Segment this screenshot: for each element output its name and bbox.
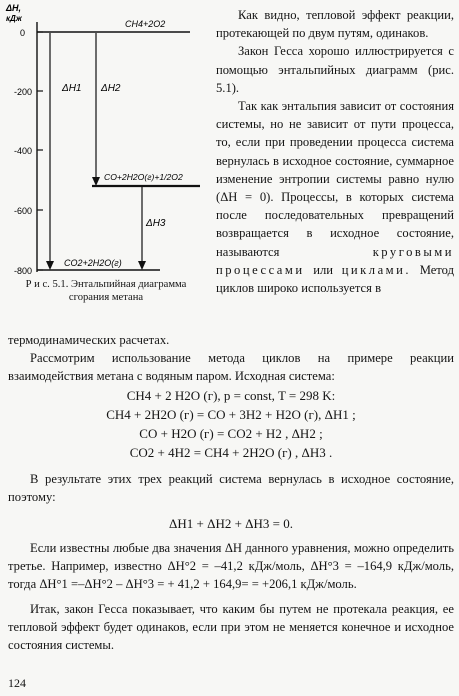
equation-1: CH4 + 2H2O (г) = CO + 3H2 + H2O (г), ΔH1 ; <box>106 406 356 422</box>
continuation-line: термодинамических расчетах. <box>8 333 170 347</box>
tick-600: -600 <box>13 206 32 216</box>
paragraph-5: В результате этих трех реакций система вернулась в исходное состояние, поэтому: <box>8 471 454 504</box>
caption-line1: Р и с. 5.1. Энтальпийная диаграмма <box>25 279 187 290</box>
y-axis-ticks <box>37 32 43 270</box>
equation-3: CO2 + 4H2 = CH4 + 2H2O (г) , ΔH3 . <box>129 444 333 460</box>
right-text-column <box>216 6 454 297</box>
term-circular-processes: круговыми процессами <box>216 244 454 277</box>
paragraph-1: Как видно, тепловой эффект реакции, протекающей по двум путям, одинаков. <box>216 8 454 41</box>
arrow-h3-head <box>138 261 146 270</box>
equation-2: CO + H2O (г) = CO2 + H2 , ΔH2 ; <box>139 425 323 441</box>
body-text <box>8 331 454 654</box>
figure-caption <box>6 278 206 304</box>
paragraph-7: Итак, закон Гесса показывает, что каким бы путем не протекала реакция, ее тепловой эффект будет одинаков, если при этом не меняется конечное и исходное состояния системы. <box>8 601 454 653</box>
y-axis-unit: кДж <box>6 14 22 23</box>
equation-initial-system: CH4 + 2 H2O (г), p = const, T = 298 K: <box>126 387 336 403</box>
arrow-h2-label: ΔH2 <box>101 83 121 94</box>
caption-line2: сгорания метана <box>68 292 144 303</box>
enthalpy-diagram <box>0 0 212 280</box>
tick-800: -800 <box>13 266 32 276</box>
paragraph-6: Если известны любые два значения ΔH данного уравнения, можно определить третье. Например, известно ΔH°2 = –41,2 кДж/моль, ΔH°3 = –164,9 кДж/моль, тогда ΔH°1 =–ΔH°2 – ΔH°3 = + 41,2 + 164,9= = +206,1 кДж/моль. <box>8 541 454 592</box>
tick-400: -400 <box>13 146 32 156</box>
paragraph-4: Рассмотрим использование метода циклов на примере реакции взаимодействия метана с водяным паром. Исходная система: <box>8 351 454 384</box>
arrow-h1-label: ΔH1 <box>62 83 82 94</box>
paragraph-3 <box>216 97 454 297</box>
word-or: или <box>313 262 334 277</box>
level-bottom-label: CO2+2H2O(г) <box>64 258 122 268</box>
arrow-h1-head <box>46 261 54 270</box>
level-mid-label: CO+2H2O(г)+1/2O2 <box>104 172 183 182</box>
term-cycles: циклами. <box>341 262 412 277</box>
arrow-h3-label: ΔH3 <box>146 218 166 229</box>
tick-0: 0 <box>19 28 25 38</box>
page-number: 124 <box>8 676 26 690</box>
paragraph-3-text: Так как энтальпия зависит от состояния системы, но не зависит от пути процесса, то, если при проведении процесса система вернулась в исходное состояние, суммарное изменение энтропии системы равно нулю (ΔH = 0). Процессы, в которых система после последовательных превращений возвращается в исходное состояние, называются <box>216 99 454 259</box>
paragraph-3-end: Метод циклов широко используется в <box>216 262 454 296</box>
arrow-h2-head <box>92 177 100 186</box>
paragraph-2: Закон Гесса хорошо иллюстрируется с помощью энтальпийных диаграмм (рис. 5.1). <box>216 44 454 95</box>
level-top-label: CH4+2O2 <box>125 19 166 29</box>
tick-200: -200 <box>13 87 32 97</box>
equation-sum: ΔH1 + ΔH2 + ΔH3 = 0. <box>169 516 293 532</box>
y-axis-label: ΔH, <box>6 3 22 13</box>
